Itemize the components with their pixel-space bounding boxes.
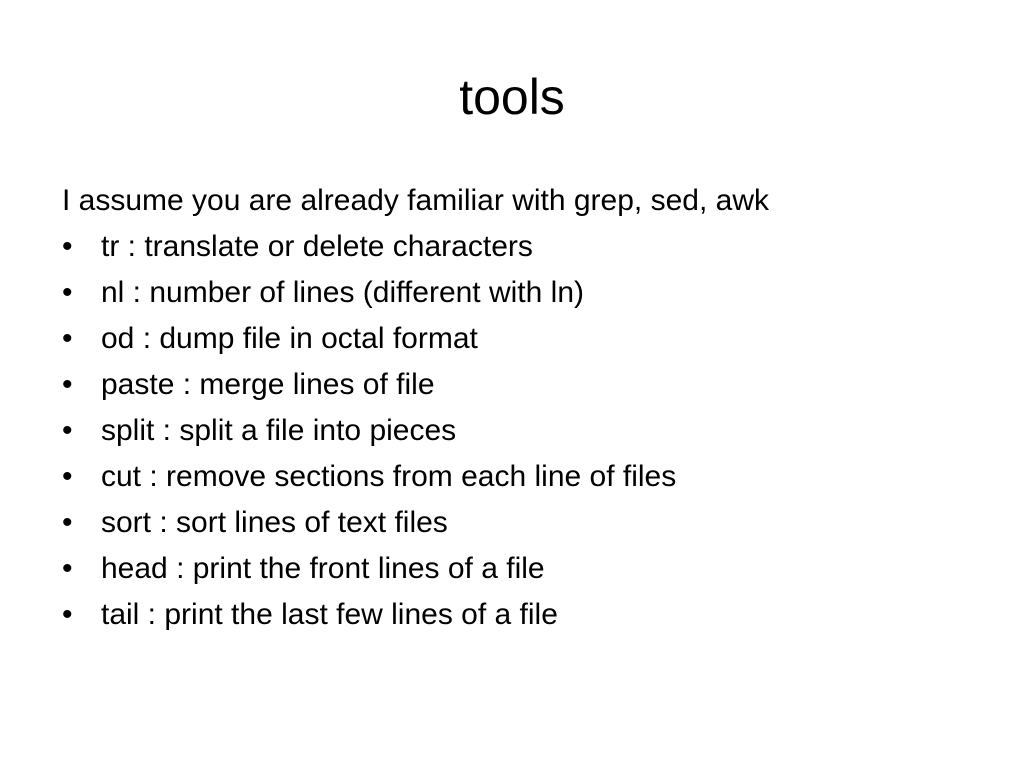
list-item-text: head : print the front lines of a file [101,552,545,585]
list-item [62,592,962,638]
list-item [62,546,962,592]
bullet-list [62,224,962,638]
list-item [62,362,962,408]
bullet-icon: • [62,368,73,401]
list-item-text: nl : number of lines (different with ln) [101,276,585,309]
slide-body [62,178,962,638]
list-item [62,316,962,362]
bullet-icon: • [62,230,73,263]
list-item [62,270,962,316]
slide-title: tools [459,69,565,125]
list-item-text: paste : merge lines of file [101,368,435,401]
list-item-text: split : split a file into pieces [101,414,457,447]
bullet-icon: • [62,506,73,539]
list-item-text: tr : translate or delete characters [101,230,533,263]
bullet-icon: • [62,552,73,585]
list-item-text: od : dump file in octal format [101,322,478,355]
list-item [62,454,962,500]
list-item-text: tail : print the last few lines of a file [101,598,558,631]
list-item [62,224,962,270]
bullet-icon: • [62,460,73,493]
list-item-text: cut : remove sections from each line of files [101,460,677,493]
list-item-text: sort : sort lines of text files [101,506,448,539]
bullet-icon: • [62,414,73,447]
bullet-icon: • [62,598,73,631]
bullet-icon: • [62,322,73,355]
bullet-icon: • [62,276,73,309]
intro-text: I assume you are already familiar with grep, sed, awk [62,184,769,217]
list-item [62,408,962,454]
list-item [62,500,962,546]
